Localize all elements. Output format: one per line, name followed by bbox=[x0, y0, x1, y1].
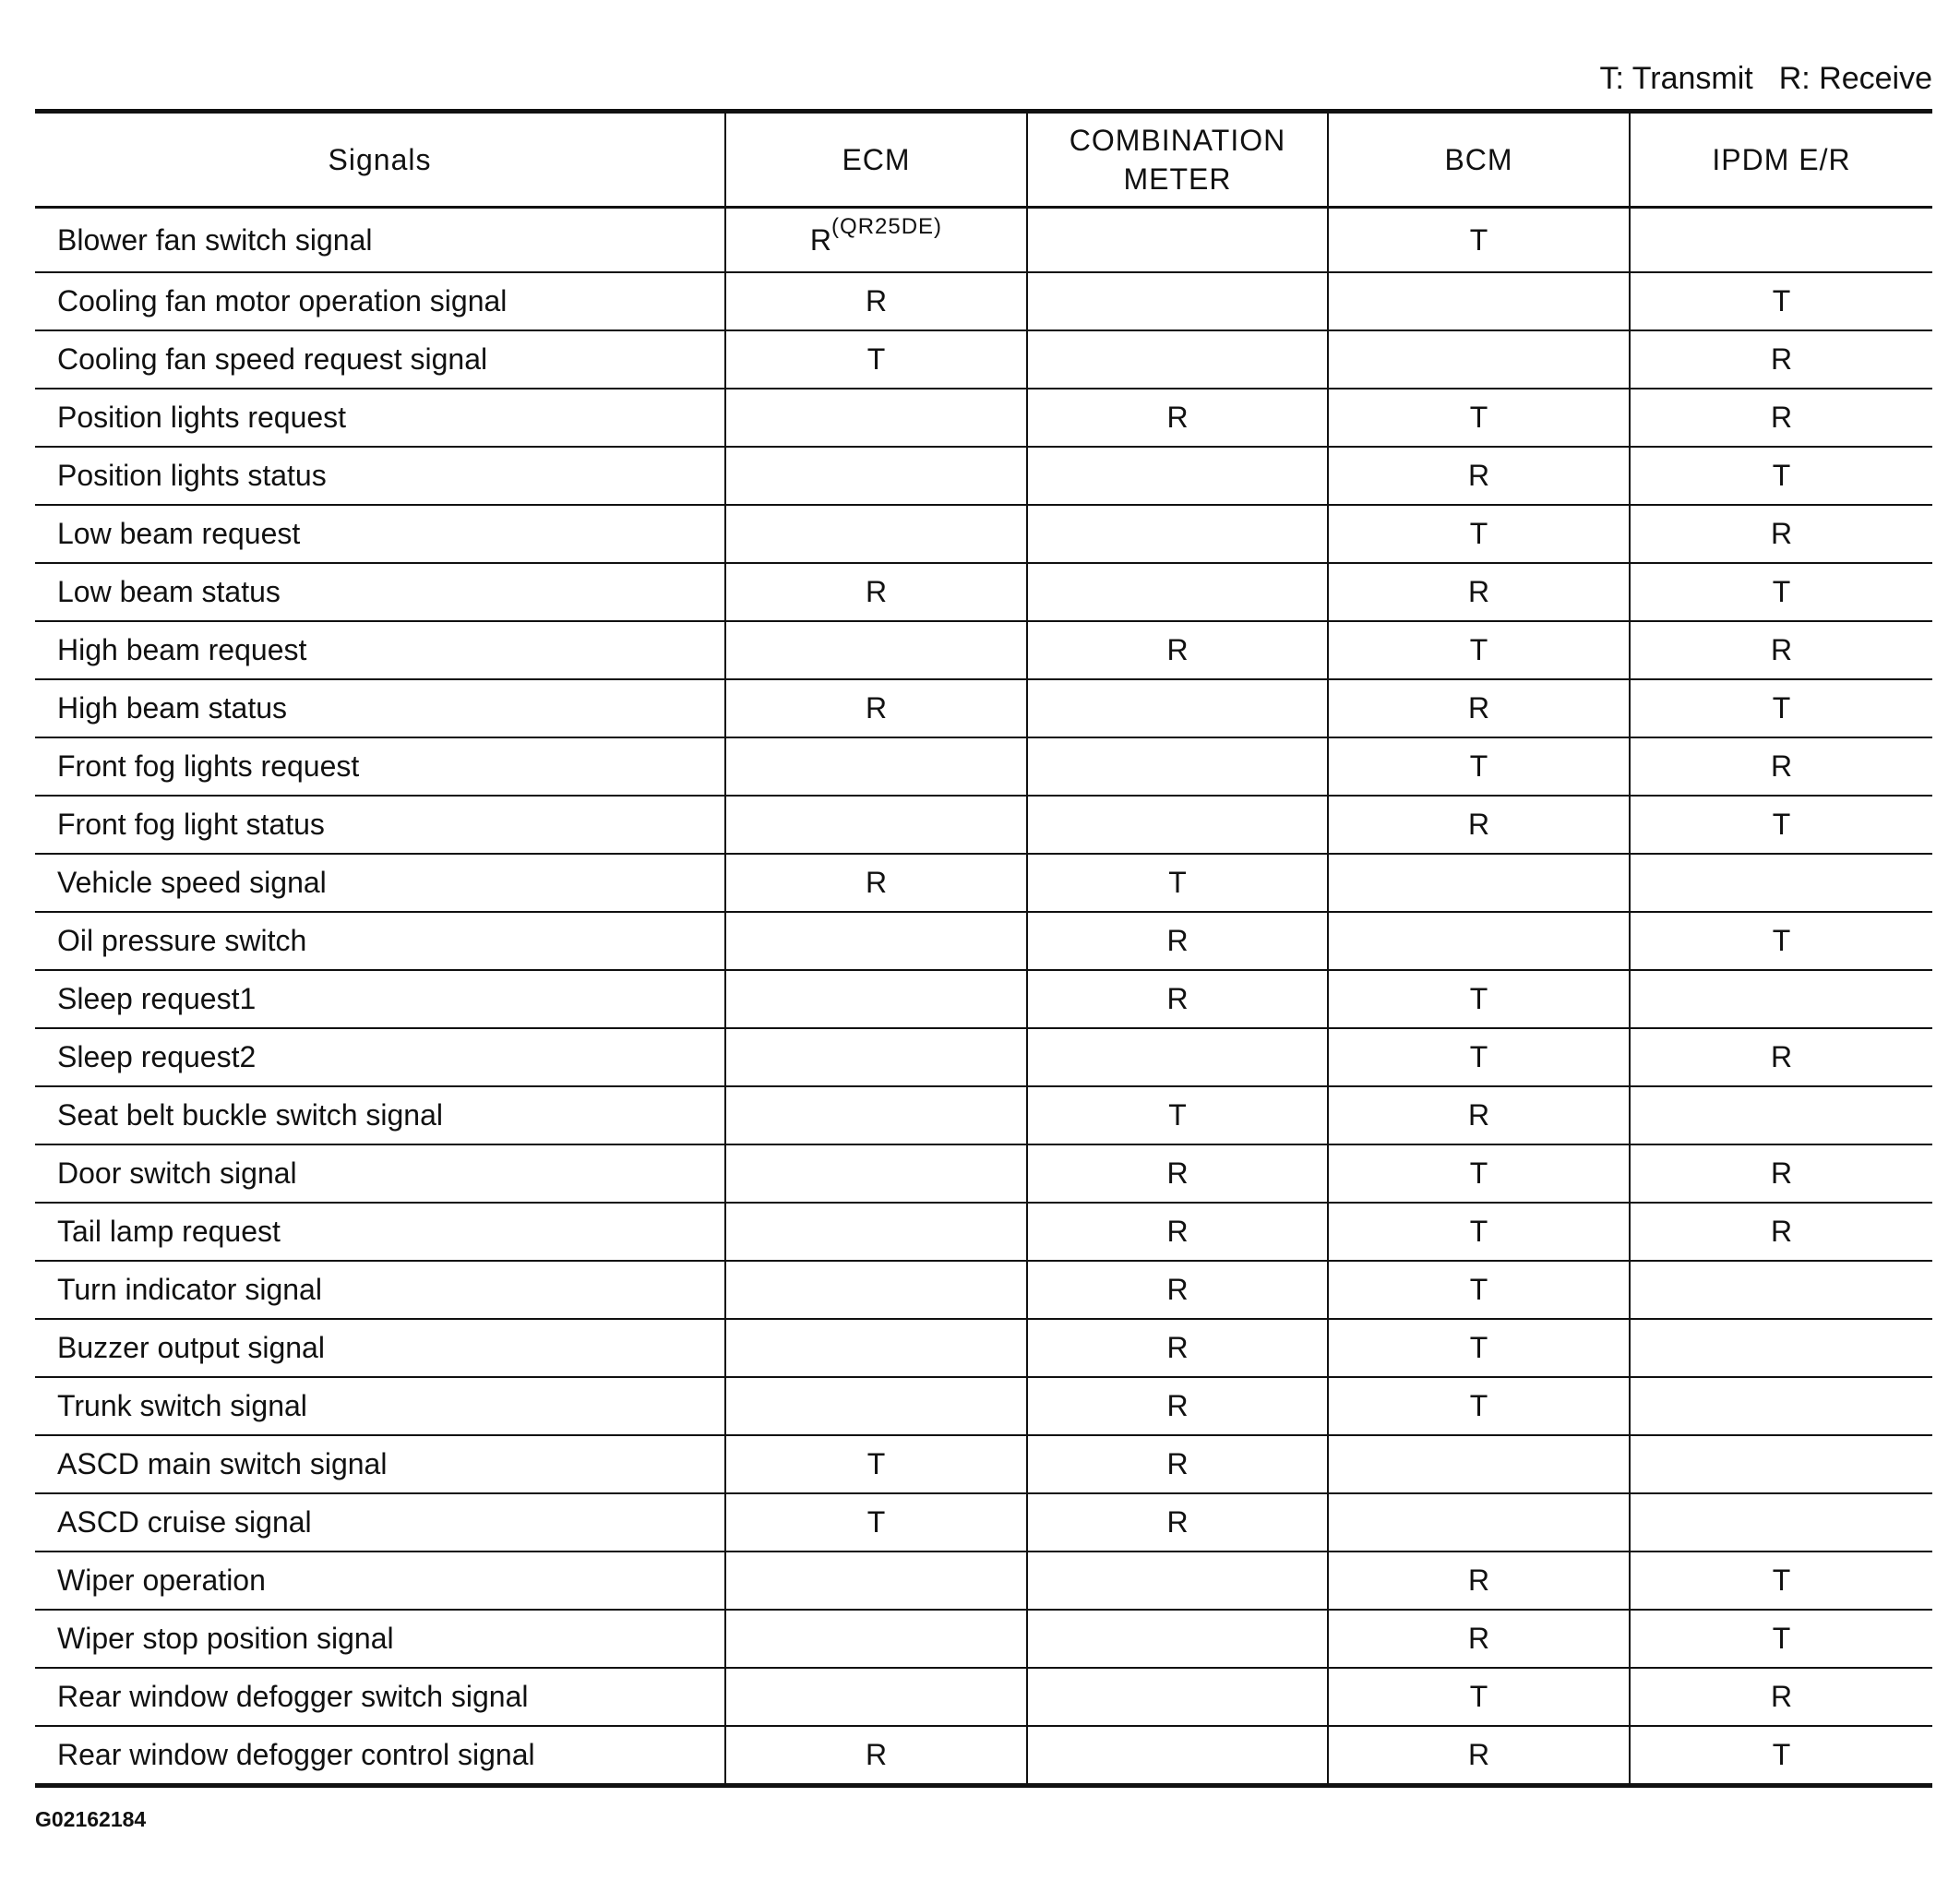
ipdm-cell bbox=[1630, 272, 1932, 330]
ipdm-cell-value: R bbox=[1770, 1215, 1793, 1248]
signal-name-value: Low beam request bbox=[57, 517, 301, 550]
combination-meter-cell-value: R bbox=[1166, 1273, 1189, 1306]
bcm-cell bbox=[1328, 621, 1630, 679]
ecm-cell bbox=[725, 1261, 1027, 1319]
signal-name bbox=[35, 796, 725, 854]
table-row bbox=[35, 389, 1932, 447]
signal-name bbox=[35, 505, 725, 563]
bcm-cell bbox=[1328, 1028, 1630, 1086]
combination-meter-cell bbox=[1027, 1377, 1328, 1435]
signal-name-value: Rear window defogger control signal bbox=[57, 1738, 535, 1771]
bcm-cell bbox=[1328, 854, 1630, 912]
table-row bbox=[35, 1610, 1932, 1668]
ipdm-cell-value: T bbox=[1772, 1564, 1791, 1597]
ecm-cell bbox=[725, 679, 1027, 737]
ecm-cell-value: R bbox=[865, 575, 888, 608]
bcm-cell bbox=[1328, 1610, 1630, 1668]
combination-meter-cell bbox=[1027, 1493, 1328, 1552]
bcm-cell-value: R bbox=[1467, 1564, 1490, 1597]
combination-meter-cell-value: R bbox=[1166, 1505, 1189, 1539]
ecm-cell-value: R bbox=[865, 284, 888, 317]
ecm-cell bbox=[725, 1319, 1027, 1377]
header-signals: Signals bbox=[35, 112, 725, 208]
table-row bbox=[35, 1435, 1932, 1493]
signal-name-value: Cooling fan speed request signal bbox=[57, 342, 488, 376]
ipdm-cell bbox=[1630, 796, 1932, 854]
bcm-cell bbox=[1328, 272, 1630, 330]
bcm-cell-value: T bbox=[1469, 1215, 1488, 1248]
signal-name bbox=[35, 389, 725, 447]
header-ipdm: IPDM E/R bbox=[1630, 112, 1932, 208]
legend bbox=[1573, 61, 1932, 97]
signal-name bbox=[35, 1028, 725, 1086]
bcm-cell bbox=[1328, 1435, 1630, 1493]
signal-name bbox=[35, 1261, 725, 1319]
ipdm-cell bbox=[1630, 912, 1932, 970]
signal-name bbox=[35, 272, 725, 330]
ecm-cell bbox=[725, 330, 1027, 389]
combination-meter-cell-value: T bbox=[1168, 1098, 1187, 1132]
bcm-cell bbox=[1328, 970, 1630, 1028]
ecm-cell-value: R bbox=[865, 691, 888, 725]
combination-meter-cell bbox=[1027, 679, 1328, 737]
signal-name bbox=[35, 1144, 725, 1203]
combination-meter-cell bbox=[1027, 621, 1328, 679]
ecm-cell bbox=[725, 1435, 1027, 1493]
table-row bbox=[35, 505, 1932, 563]
ecm-cell bbox=[725, 1144, 1027, 1203]
signal-name-value: Vehicle speed signal bbox=[57, 866, 327, 899]
bcm-cell bbox=[1328, 1377, 1630, 1435]
table-row bbox=[35, 854, 1932, 912]
combination-meter-cell bbox=[1027, 1668, 1328, 1726]
signal-name-value: Turn indicator signal bbox=[57, 1273, 322, 1306]
signal-name bbox=[35, 1726, 725, 1786]
bcm-cell-value: R bbox=[1467, 1738, 1490, 1771]
signal-name-value: ASCD cruise signal bbox=[57, 1505, 312, 1539]
ipdm-cell-value: R bbox=[1770, 401, 1793, 434]
bcm-cell-value: T bbox=[1469, 749, 1488, 783]
combination-meter-cell bbox=[1027, 563, 1328, 621]
legend-receive: R: Receive bbox=[1778, 61, 1932, 96]
header-combination-line2: METER bbox=[1123, 162, 1232, 196]
header-ecm: ECM bbox=[725, 112, 1027, 208]
ecm-cell bbox=[725, 1668, 1027, 1726]
ipdm-cell-value: T bbox=[1772, 575, 1791, 608]
signal-name-value: Buzzer output signal bbox=[57, 1331, 325, 1364]
ecm-cell bbox=[725, 447, 1027, 505]
signal-name-value: Position lights request bbox=[57, 401, 347, 434]
combination-meter-cell-value: R bbox=[1166, 1447, 1189, 1480]
combination-meter-cell bbox=[1027, 854, 1328, 912]
ipdm-cell-value: R bbox=[1770, 517, 1793, 550]
bcm-cell-value: T bbox=[1469, 1680, 1488, 1713]
bcm-cell-value: T bbox=[1469, 222, 1488, 257]
table-row bbox=[35, 1086, 1932, 1144]
ipdm-cell bbox=[1630, 970, 1932, 1028]
ecm-cell-value: T bbox=[866, 1505, 886, 1539]
combination-meter-cell bbox=[1027, 1552, 1328, 1610]
bcm-cell-value: T bbox=[1469, 982, 1488, 1015]
ecm-cell bbox=[725, 912, 1027, 970]
signal-name bbox=[35, 1610, 725, 1668]
bcm-cell bbox=[1328, 1144, 1630, 1203]
ipdm-cell-value: T bbox=[1772, 284, 1791, 317]
table-row bbox=[35, 1668, 1932, 1726]
ecm-cell bbox=[725, 563, 1027, 621]
ecm-cell bbox=[725, 854, 1027, 912]
ipdm-cell bbox=[1630, 737, 1932, 796]
table-row bbox=[35, 330, 1932, 389]
combination-meter-cell bbox=[1027, 1435, 1328, 1493]
ipdm-cell bbox=[1630, 1377, 1932, 1435]
ipdm-cell bbox=[1630, 447, 1932, 505]
table-row bbox=[35, 272, 1932, 330]
table-row bbox=[35, 1144, 1932, 1203]
table-row bbox=[35, 621, 1932, 679]
ecm-cell bbox=[725, 1552, 1027, 1610]
signal-name-value: Sleep request1 bbox=[57, 982, 257, 1015]
ipdm-cell bbox=[1630, 505, 1932, 563]
signal-name-value: Trunk switch signal bbox=[57, 1389, 307, 1422]
bcm-cell bbox=[1328, 737, 1630, 796]
combination-meter-cell bbox=[1027, 1726, 1328, 1786]
ipdm-cell-value: R bbox=[1770, 1156, 1793, 1190]
ipdm-cell bbox=[1630, 563, 1932, 621]
combination-meter-cell bbox=[1027, 796, 1328, 854]
bcm-cell bbox=[1328, 1203, 1630, 1261]
bcm-cell bbox=[1328, 505, 1630, 563]
ipdm-cell bbox=[1630, 1552, 1932, 1610]
ipdm-cell bbox=[1630, 1435, 1932, 1493]
ecm-cell bbox=[725, 737, 1027, 796]
signal-name bbox=[35, 447, 725, 505]
ipdm-cell bbox=[1630, 621, 1932, 679]
signal-name-value: Sleep request2 bbox=[57, 1040, 257, 1073]
ecm-cell-value: T bbox=[866, 342, 886, 376]
combination-meter-cell-value: R bbox=[1166, 1215, 1189, 1248]
ecm-cell bbox=[725, 1086, 1027, 1144]
combination-meter-cell bbox=[1027, 505, 1328, 563]
combination-meter-cell bbox=[1027, 737, 1328, 796]
signal-name-value: Wiper operation bbox=[57, 1564, 266, 1597]
signal-name-value: Cooling fan motor operation signal bbox=[57, 284, 508, 317]
bcm-cell-value: T bbox=[1469, 1331, 1488, 1364]
combination-meter-cell bbox=[1027, 1203, 1328, 1261]
signal-name bbox=[35, 737, 725, 796]
signal-name-value: Rear window defogger switch signal bbox=[57, 1680, 529, 1713]
combination-meter-cell bbox=[1027, 1144, 1328, 1203]
header-combination-meter bbox=[1027, 112, 1328, 208]
ipdm-cell-value: R bbox=[1770, 633, 1793, 666]
bcm-cell-value: T bbox=[1469, 633, 1488, 666]
figure-id: G02162184 bbox=[35, 1807, 147, 1831]
signal-name bbox=[35, 208, 725, 273]
ecm-cell-value: R bbox=[809, 222, 832, 257]
combination-meter-cell-value: R bbox=[1166, 924, 1189, 957]
bcm-cell bbox=[1328, 1726, 1630, 1786]
ipdm-cell-value: R bbox=[1770, 1040, 1793, 1073]
table-row bbox=[35, 679, 1932, 737]
signal-name bbox=[35, 1086, 725, 1144]
signal-name-value: Wiper stop position signal bbox=[57, 1622, 394, 1655]
bcm-cell-value: T bbox=[1469, 1156, 1488, 1190]
bcm-cell bbox=[1328, 208, 1630, 273]
table-row bbox=[35, 1552, 1932, 1610]
table-body bbox=[35, 208, 1932, 1786]
signal-name-value: Front fog lights request bbox=[57, 749, 360, 783]
signal-name bbox=[35, 1493, 725, 1552]
bcm-cell bbox=[1328, 1086, 1630, 1144]
ecm-cell bbox=[725, 796, 1027, 854]
table-row bbox=[35, 563, 1932, 621]
ipdm-cell-value: R bbox=[1770, 342, 1793, 376]
ipdm-cell-value: T bbox=[1772, 691, 1791, 725]
ecm-cell bbox=[725, 272, 1027, 330]
table-row bbox=[35, 1261, 1932, 1319]
ecm-cell bbox=[725, 389, 1027, 447]
bcm-cell bbox=[1328, 330, 1630, 389]
combination-meter-cell-value: T bbox=[1168, 866, 1187, 899]
ipdm-cell bbox=[1630, 1144, 1932, 1203]
table-row bbox=[35, 1377, 1932, 1435]
bcm-cell-value: R bbox=[1467, 1622, 1490, 1655]
combination-meter-cell bbox=[1027, 389, 1328, 447]
can-signal-table bbox=[35, 109, 1932, 1788]
signal-name-value: Tail lamp request bbox=[57, 1215, 281, 1248]
signal-name-value: Blower fan switch signal bbox=[57, 222, 373, 257]
ipdm-cell-value: T bbox=[1772, 1738, 1791, 1771]
combination-meter-cell-value: R bbox=[1166, 1389, 1189, 1422]
ecm-cell bbox=[725, 1610, 1027, 1668]
header-bcm: BCM bbox=[1328, 112, 1630, 208]
ecm-cell bbox=[725, 621, 1027, 679]
table-row bbox=[35, 912, 1932, 970]
combination-meter-cell bbox=[1027, 970, 1328, 1028]
ipdm-cell bbox=[1630, 1261, 1932, 1319]
combination-meter-cell-value: R bbox=[1166, 401, 1189, 434]
signal-name bbox=[35, 563, 725, 621]
ecm-cell bbox=[725, 1377, 1027, 1435]
ipdm-cell bbox=[1630, 1726, 1932, 1786]
bcm-cell-value: R bbox=[1467, 808, 1490, 841]
signal-name bbox=[35, 1435, 725, 1493]
signal-name bbox=[35, 330, 725, 389]
combination-meter-cell-value: R bbox=[1166, 982, 1189, 1015]
combination-meter-cell bbox=[1027, 330, 1328, 389]
signal-name-value: High beam request bbox=[57, 633, 307, 666]
bcm-cell bbox=[1328, 1668, 1630, 1726]
bcm-cell bbox=[1328, 447, 1630, 505]
ecm-cell-value: R bbox=[865, 1738, 888, 1771]
signal-name bbox=[35, 1319, 725, 1377]
table-row bbox=[35, 1726, 1932, 1786]
bcm-cell-value: T bbox=[1469, 1389, 1488, 1422]
bcm-cell bbox=[1328, 679, 1630, 737]
signal-name-value: Door switch signal bbox=[57, 1156, 297, 1190]
bcm-cell bbox=[1328, 1319, 1630, 1377]
signal-name-value: Oil pressure switch bbox=[57, 924, 307, 957]
ipdm-cell bbox=[1630, 1668, 1932, 1726]
table-row bbox=[35, 796, 1932, 854]
signal-name-value: Front fog light status bbox=[57, 808, 325, 841]
ecm-cell bbox=[725, 1726, 1027, 1786]
table-row bbox=[35, 970, 1932, 1028]
signal-name bbox=[35, 1203, 725, 1261]
bcm-cell bbox=[1328, 563, 1630, 621]
combination-meter-cell bbox=[1027, 1028, 1328, 1086]
table-row bbox=[35, 1203, 1932, 1261]
table-row bbox=[35, 737, 1932, 796]
table-row bbox=[35, 447, 1932, 505]
ipdm-cell bbox=[1630, 1319, 1932, 1377]
ipdm-cell-value: T bbox=[1772, 1622, 1791, 1655]
bcm-cell-value: T bbox=[1469, 1040, 1488, 1073]
signal-name-value: ASCD main switch signal bbox=[57, 1447, 388, 1480]
bcm-cell bbox=[1328, 1493, 1630, 1552]
bcm-cell-value: R bbox=[1467, 691, 1490, 725]
signal-name bbox=[35, 1552, 725, 1610]
combination-meter-cell-value: R bbox=[1166, 633, 1189, 666]
ipdm-cell bbox=[1630, 389, 1932, 447]
combination-meter-cell bbox=[1027, 1086, 1328, 1144]
signal-name-value: Position lights status bbox=[57, 459, 327, 492]
ecm-cell bbox=[725, 505, 1027, 563]
ecm-cell-value: T bbox=[866, 1447, 886, 1480]
ecm-cell bbox=[725, 1028, 1027, 1086]
ipdm-cell-value: R bbox=[1770, 1680, 1793, 1713]
ipdm-cell bbox=[1630, 330, 1932, 389]
signal-name bbox=[35, 1377, 725, 1435]
bcm-cell bbox=[1328, 1261, 1630, 1319]
ipdm-cell bbox=[1630, 1610, 1932, 1668]
legend-transmit: T: Transmit bbox=[1599, 61, 1753, 96]
ipdm-cell bbox=[1630, 679, 1932, 737]
combination-meter-cell bbox=[1027, 912, 1328, 970]
ecm-cell bbox=[725, 1203, 1027, 1261]
signal-name bbox=[35, 1668, 725, 1726]
ipdm-cell bbox=[1630, 1028, 1932, 1086]
signal-name bbox=[35, 854, 725, 912]
bcm-cell-value: R bbox=[1467, 1098, 1490, 1132]
ipdm-cell-value: T bbox=[1772, 924, 1791, 957]
ecm-engine-note: (QR25DE) bbox=[831, 213, 943, 239]
table-row bbox=[35, 1028, 1932, 1086]
ecm-cell bbox=[725, 1493, 1027, 1552]
signal-name bbox=[35, 679, 725, 737]
header-combination-line1: COMBINATION bbox=[1069, 124, 1286, 157]
signal-name bbox=[35, 621, 725, 679]
bcm-cell-value: R bbox=[1467, 575, 1490, 608]
ipdm-cell bbox=[1630, 854, 1932, 912]
combination-meter-cell bbox=[1027, 1319, 1328, 1377]
combination-meter-cell-value: R bbox=[1166, 1331, 1189, 1364]
ecm-cell-value: R bbox=[865, 866, 888, 899]
bcm-cell-value: R bbox=[1467, 459, 1490, 492]
bcm-cell-value: T bbox=[1469, 401, 1488, 434]
ipdm-cell-value: R bbox=[1770, 749, 1793, 783]
table-row bbox=[35, 1493, 1932, 1552]
combination-meter-cell bbox=[1027, 1610, 1328, 1668]
ipdm-cell-value: T bbox=[1772, 459, 1791, 492]
bcm-cell bbox=[1328, 912, 1630, 970]
combination-meter-cell bbox=[1027, 208, 1328, 273]
ipdm-cell bbox=[1630, 1203, 1932, 1261]
bcm-cell-value: T bbox=[1469, 517, 1488, 550]
combination-meter-cell-value: R bbox=[1166, 1156, 1189, 1190]
bcm-cell bbox=[1328, 1552, 1630, 1610]
bcm-cell bbox=[1328, 389, 1630, 447]
ipdm-cell bbox=[1630, 1086, 1932, 1144]
combination-meter-cell bbox=[1027, 272, 1328, 330]
bcm-cell-value: T bbox=[1469, 1273, 1488, 1306]
table-row bbox=[35, 208, 1932, 273]
combination-meter-cell bbox=[1027, 1261, 1328, 1319]
signal-name-value: Seat belt buckle switch signal bbox=[57, 1098, 443, 1132]
signal-name-value: High beam status bbox=[57, 691, 288, 725]
signal-name bbox=[35, 912, 725, 970]
table-header-row bbox=[35, 112, 1932, 208]
ecm-cell bbox=[725, 970, 1027, 1028]
ipdm-cell-value: T bbox=[1772, 808, 1791, 841]
ipdm-cell bbox=[1630, 208, 1932, 273]
table-row bbox=[35, 1319, 1932, 1377]
ecm-cell bbox=[725, 208, 1027, 273]
signal-name-value: Low beam status bbox=[57, 575, 281, 608]
bcm-cell bbox=[1328, 796, 1630, 854]
combination-meter-cell bbox=[1027, 447, 1328, 505]
ipdm-cell bbox=[1630, 1493, 1932, 1552]
signal-name bbox=[35, 970, 725, 1028]
